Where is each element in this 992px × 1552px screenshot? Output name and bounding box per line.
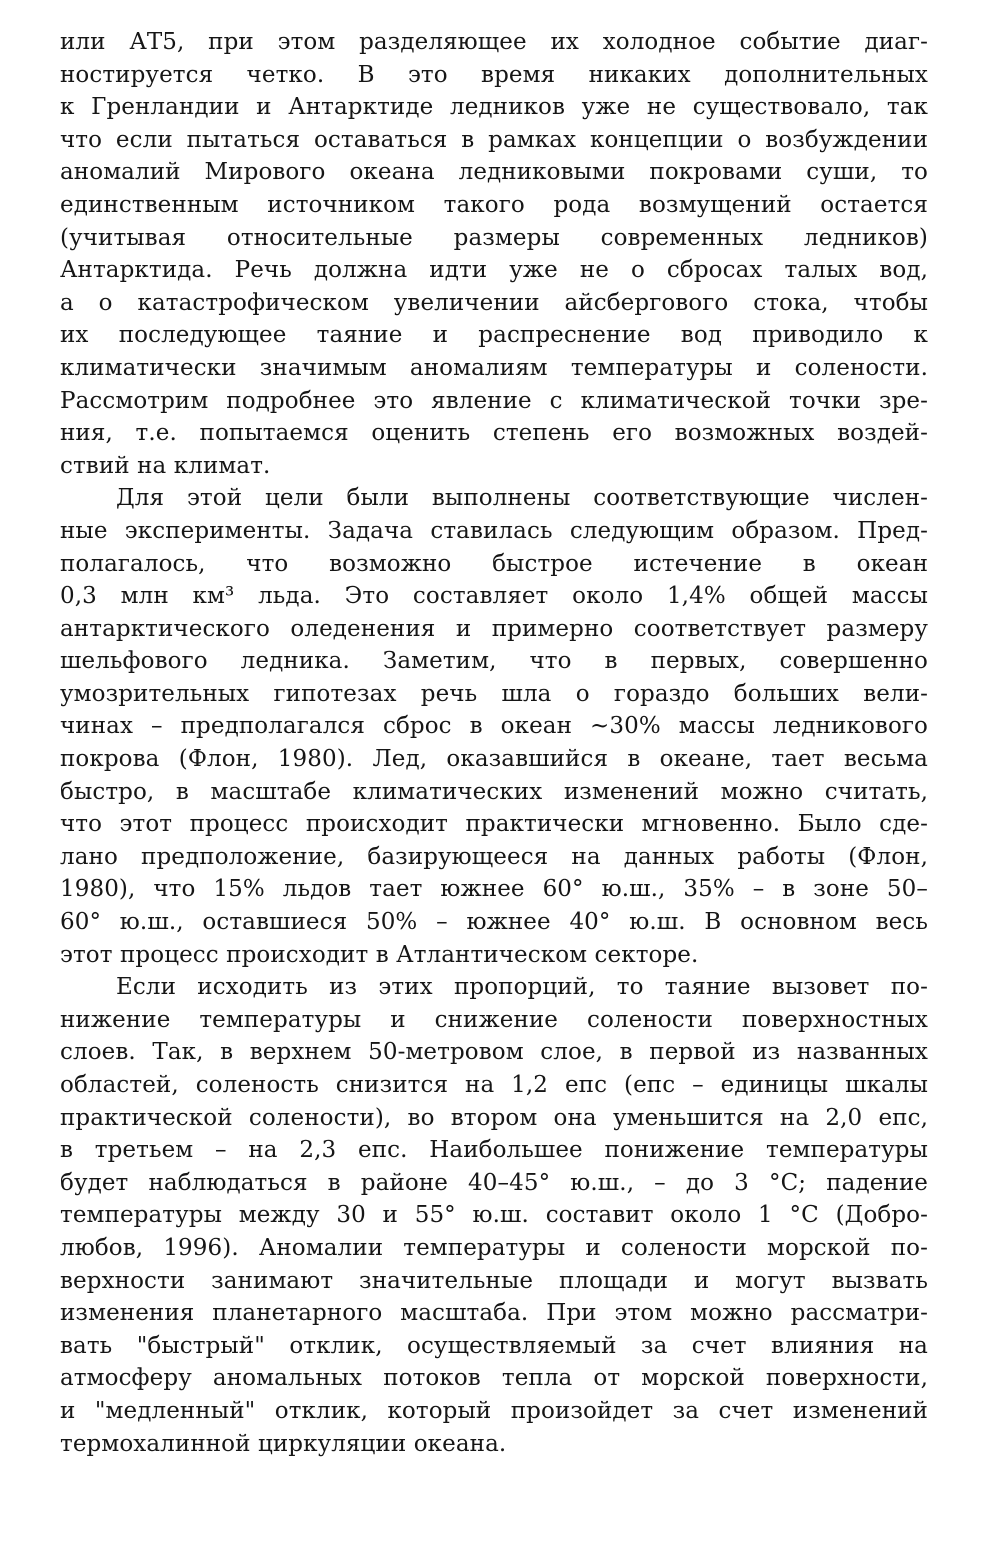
- paragraph-1: [60, 26, 928, 482]
- text-line: аномалий Мирового океана ледниковыми покровами суши, то: [60, 159, 928, 186]
- text-line: нижение температуры и снижение солености поверхностных: [60, 1006, 928, 1033]
- text-line: Рассмотрим подробнее это явление с климатической точки зре-: [60, 387, 928, 414]
- text-line: что этот процесс происходит практически мгновенно. Было сде-: [60, 811, 928, 838]
- text-line: климатически значимым аномалиям температуры и солености.: [60, 354, 928, 381]
- text-line: изменения планетарного масштаба. При этом можно рассматри-: [60, 1300, 928, 1327]
- text-line: областей, соленость снизится на 1,2 епс (епс – единицы шкалы: [60, 1072, 928, 1098]
- text-line: слоев. Так, в верхнем 50-метровом слое, в первой из названных: [60, 1039, 928, 1066]
- text-line: любов, 1996). Аномалии температуры и солености морской по-: [60, 1234, 928, 1261]
- paragraph-3: [60, 971, 928, 1460]
- text-line: ния, т.е. попытаемся оценить степень его возможных воздей-: [60, 420, 928, 447]
- text-line: что если пытаться оставаться в рамках концепции о возбуждении: [60, 126, 928, 153]
- text-line: этот процесс происходит в Атлантическом секторе.: [60, 941, 699, 968]
- text-line: будет наблюдаться в районе 40–45° ю.ш., – до 3 °С; падение: [60, 1169, 928, 1196]
- text-line: атмосферу аномальных потоков тепла от морской поверхности,: [60, 1365, 928, 1392]
- document-page: [60, 26, 928, 1460]
- text-line: шельфового ледника. Заметим, что в первых, совершенно: [60, 648, 928, 675]
- text-line: антарктического оледенения и примерно соответствует размеру: [60, 615, 928, 642]
- text-line: или АТ5, при этом разделяющее их холодное событие диаг-: [60, 29, 928, 55]
- text-line: 1980), что 15% льдов тает южнее 60° ю.ш., 35% – в зоне 50–: [60, 876, 928, 903]
- text-line: и "медленный" отклик, который произойдет за счет изменений: [60, 1397, 928, 1424]
- text-line: 0,3 млн км³ льда. Это составляет около 1,4% общей массы: [60, 583, 928, 610]
- text-line: чинах – предполагался сброс в океан ~30% массы ледникового: [60, 713, 928, 740]
- text-line: умозрительных гипотезах речь шла о гораздо больших вели-: [60, 680, 928, 707]
- text-line: вать "быстрый" отклик, осуществляемый за счет влияния на: [60, 1332, 928, 1359]
- text-line: Антарктида. Речь должна идти уже не о сбросах талых вод,: [60, 257, 928, 284]
- text-line: а о катастрофическом увеличении айсбергового стока, чтобы: [60, 289, 928, 316]
- text-line: верхности занимают значительные площади и могут вызвать: [60, 1267, 928, 1294]
- text-line: Для этой цели были выполнены соответствующие числен-: [116, 485, 928, 512]
- paragraph-2: [60, 482, 928, 971]
- text-line: лано предположение, базирующееся на данных работы (Флон,: [60, 843, 928, 870]
- text-line: покрова (Флон, 1980). Лед, оказавшийся в океане, тает весьма: [60, 746, 928, 773]
- text-line: практической солености), во втором она уменьшится на 2,0 епс,: [60, 1104, 928, 1131]
- text-line: ные эксперименты. Задача ставилась следующим образом. Пред-: [60, 517, 928, 544]
- text-line: в третьем – на 2,3 епс. Наибольшее понижение температуры: [60, 1137, 928, 1164]
- text-line: к Гренландии и Антарктиде ледников уже не существовало, так: [60, 94, 928, 121]
- text-line: термохалинной циркуляции океана.: [60, 1430, 507, 1457]
- text-line: 60° ю.ш., оставшиеся 50% – южнее 40° ю.ш. В основном весь: [60, 909, 928, 936]
- text-line: полагалось, что возможно быстрое истечение в океан: [60, 550, 928, 577]
- text-line: быстро, в масштабе климатических изменений можно считать,: [60, 778, 928, 805]
- text-line: ностируется четко. В это время никаких дополнительных: [60, 61, 928, 88]
- text-line: температуры между 30 и 55° ю.ш. составит около 1 °С (Добро-: [60, 1202, 928, 1229]
- text-line: ствий на климат.: [60, 452, 271, 479]
- text-line: их последующее таяние и распреснение вод приводило к: [60, 322, 928, 349]
- text-line: (учитывая относительные размеры современных ледников): [60, 224, 928, 251]
- text-line: Если исходить из этих пропорций, то таяние вызовет по-: [116, 974, 928, 1001]
- text-line: единственным источником такого рода возмущений остается: [60, 191, 928, 218]
